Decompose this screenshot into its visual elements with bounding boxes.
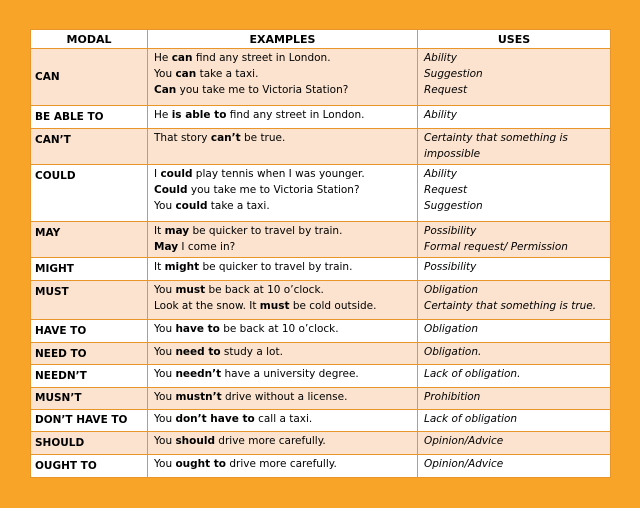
- table-row: [31, 409, 611, 432]
- example-text: be quicker to travel by train.: [189, 225, 343, 238]
- uses-cell: [418, 365, 611, 388]
- use-line: Formal request/ Permission: [424, 241, 568, 254]
- example-text: find any street in London.: [192, 52, 331, 64]
- table-row: [31, 320, 611, 343]
- example-line: [154, 107, 411, 123]
- examples-cell: [148, 165, 418, 222]
- example-line: [154, 50, 411, 66]
- example-line: [154, 298, 411, 314]
- example-text: be cold outside.: [289, 300, 377, 313]
- example-modal-word: might: [164, 261, 200, 274]
- examples-cell: [148, 49, 418, 106]
- table-row: [31, 343, 611, 365]
- use-line: Opinion/Advice: [424, 458, 504, 471]
- example-modal-word: could: [175, 200, 208, 213]
- example-text: be back at 10 o’clock.: [205, 284, 324, 297]
- example-modal-word: may: [164, 225, 190, 238]
- table-row: [31, 258, 611, 281]
- use-line: Lack of obligation.: [424, 368, 521, 381]
- example-line: [154, 366, 411, 382]
- example-text: He: [154, 52, 172, 64]
- modal-cell: MUSN’T: [31, 387, 148, 409]
- use-line: Suggestion: [424, 200, 483, 213]
- example-text: It: [154, 261, 165, 274]
- modal-cell: MUST: [31, 281, 148, 320]
- example-text: I come in?: [178, 241, 236, 254]
- example-text: I: [154, 168, 161, 181]
- example-line: [154, 389, 411, 405]
- uses-cell: [418, 281, 611, 320]
- example-text: That story: [154, 131, 211, 144]
- table-row: [31, 165, 611, 222]
- example-text: You: [154, 412, 176, 425]
- examples-cell: [148, 409, 418, 432]
- example-line: [154, 166, 411, 182]
- example-line: [154, 198, 411, 214]
- uses-cell: [418, 432, 611, 455]
- example-line: [154, 82, 411, 98]
- example-line: [154, 321, 411, 337]
- example-text: play tennis when I was younger.: [192, 168, 365, 181]
- header-uses: USES: [418, 30, 611, 49]
- example-text: drive without a license.: [221, 390, 348, 403]
- example-text: Look at the snow. It: [154, 300, 260, 313]
- modal-cell: MIGHT: [31, 258, 148, 281]
- examples-cell: [148, 258, 418, 281]
- uses-cell: [418, 222, 611, 258]
- uses-cell: [418, 128, 611, 164]
- table-row: [31, 105, 611, 128]
- use-line: Ability: [424, 52, 457, 64]
- example-text: be true.: [240, 131, 286, 144]
- example-text: You: [154, 435, 176, 448]
- use-line: Ability: [424, 168, 457, 181]
- examples-cell: [148, 387, 418, 409]
- example-line: [154, 66, 411, 82]
- use-line: Possibility: [424, 225, 477, 238]
- example-text: call a taxi.: [254, 412, 313, 425]
- example-modal-word: Could: [154, 184, 188, 197]
- examples-cell: [148, 343, 418, 365]
- example-modal-word: mustn’t: [175, 390, 222, 403]
- modal-cell: SHOULD: [31, 432, 148, 455]
- use-line: Prohibition: [424, 390, 481, 403]
- example-text: drive more carefully.: [226, 458, 337, 471]
- examples-cell: [148, 320, 418, 343]
- modal-cell: COULD: [31, 165, 148, 222]
- example-text: drive more carefully.: [214, 435, 326, 448]
- use-line: Opinion/Advice: [424, 435, 504, 448]
- modal-cell: CAN: [31, 49, 148, 106]
- uses-cell: [418, 165, 611, 222]
- example-modal-word: ought to: [175, 458, 227, 471]
- use-line: Obligation: [424, 323, 478, 336]
- use-line: Lack of obligation: [424, 412, 518, 425]
- header-modal: MODAL: [31, 30, 148, 49]
- modal-cell: DON’T HAVE TO: [31, 409, 148, 432]
- uses-cell: [418, 455, 611, 478]
- example-modal-word: can: [175, 68, 197, 80]
- use-line: Certainty that something is impossible: [424, 131, 568, 160]
- example-text: You: [154, 200, 176, 213]
- example-modal-word: have to: [175, 323, 220, 336]
- uses-cell: [418, 105, 611, 128]
- example-text: You: [154, 368, 176, 381]
- example-line: [154, 182, 411, 198]
- uses-cell: [418, 343, 611, 365]
- use-line: Possibility: [424, 261, 477, 274]
- example-line: [154, 130, 411, 146]
- use-line: Obligation: [424, 284, 478, 297]
- uses-cell: [418, 409, 611, 432]
- example-text: You: [154, 284, 176, 297]
- examples-cell: [148, 455, 418, 478]
- example-modal-word: should: [175, 435, 215, 448]
- modals-table-frame: [30, 29, 610, 478]
- table-header-row: [31, 30, 611, 49]
- example-text: find any street in London.: [226, 108, 365, 121]
- header-examples: EXAMPLES: [148, 30, 418, 49]
- example-text: study a lot.: [220, 346, 283, 359]
- uses-cell: [418, 258, 611, 281]
- example-line: [154, 433, 411, 449]
- modal-cell: HAVE TO: [31, 320, 148, 343]
- table-row: [31, 365, 611, 388]
- example-text: you take me to Victoria Station?: [187, 184, 360, 197]
- example-modal-word: must: [259, 300, 290, 313]
- example-line: [154, 456, 411, 472]
- modal-cell: MAY: [31, 222, 148, 258]
- example-modal-word: can: [171, 52, 193, 64]
- example-modal-word: don’t have to: [175, 412, 255, 425]
- modal-cell: NEEDN’T: [31, 365, 148, 388]
- example-text: take a taxi.: [196, 68, 259, 80]
- example-text: It: [154, 225, 165, 238]
- example-line: [154, 239, 411, 255]
- use-line: Obligation.: [424, 346, 482, 359]
- example-modal-word: May: [154, 241, 179, 254]
- modals-table: [30, 29, 611, 478]
- example-text: You: [154, 458, 176, 471]
- example-text: be quicker to travel by train.: [199, 261, 353, 274]
- use-line: Ability: [424, 108, 457, 121]
- example-modal-word: can’t: [210, 131, 241, 144]
- use-line: Request: [424, 84, 468, 96]
- table-row: [31, 128, 611, 164]
- examples-cell: [148, 222, 418, 258]
- modal-cell: BE ABLE TO: [31, 105, 148, 128]
- example-modal-word: need to: [175, 346, 221, 359]
- modal-cell: OUGHT TO: [31, 455, 148, 478]
- example-modal-word: is able to: [171, 108, 227, 121]
- examples-cell: [148, 365, 418, 388]
- use-line: Certainty that something is true.: [424, 300, 597, 313]
- example-text: You: [154, 68, 176, 80]
- example-modal-word: needn’t: [175, 368, 222, 381]
- example-line: [154, 282, 411, 298]
- modal-cell: NEED TO: [31, 343, 148, 365]
- table-row: [31, 281, 611, 320]
- example-modal-word: Can: [154, 84, 177, 96]
- uses-cell: [418, 49, 611, 106]
- example-modal-word: could: [160, 168, 193, 181]
- example-text: you take me to Victoria Station?: [176, 84, 349, 96]
- use-line: Suggestion: [424, 68, 483, 80]
- example-text: You: [154, 346, 176, 359]
- example-text: He: [154, 108, 172, 121]
- table-row: [31, 432, 611, 455]
- table-row: [31, 49, 611, 106]
- use-line: Request: [424, 184, 468, 197]
- example-line: [154, 411, 411, 427]
- example-text: be back at 10 o’clock.: [219, 323, 339, 336]
- example-text: have a university degree.: [221, 368, 359, 381]
- examples-cell: [148, 105, 418, 128]
- example-modal-word: must: [175, 284, 206, 297]
- examples-cell: [148, 128, 418, 164]
- uses-cell: [418, 387, 611, 409]
- modal-cell: CAN’T: [31, 128, 148, 164]
- example-line: [154, 223, 411, 239]
- table-row: [31, 455, 611, 478]
- example-text: You: [154, 390, 176, 403]
- uses-cell: [418, 320, 611, 343]
- example-text: take a taxi.: [207, 200, 270, 213]
- table-row: [31, 387, 611, 409]
- examples-cell: [148, 281, 418, 320]
- example-line: [154, 344, 411, 360]
- table-row: [31, 222, 611, 258]
- examples-cell: [148, 432, 418, 455]
- example-line: [154, 259, 411, 275]
- example-text: You: [154, 323, 176, 336]
